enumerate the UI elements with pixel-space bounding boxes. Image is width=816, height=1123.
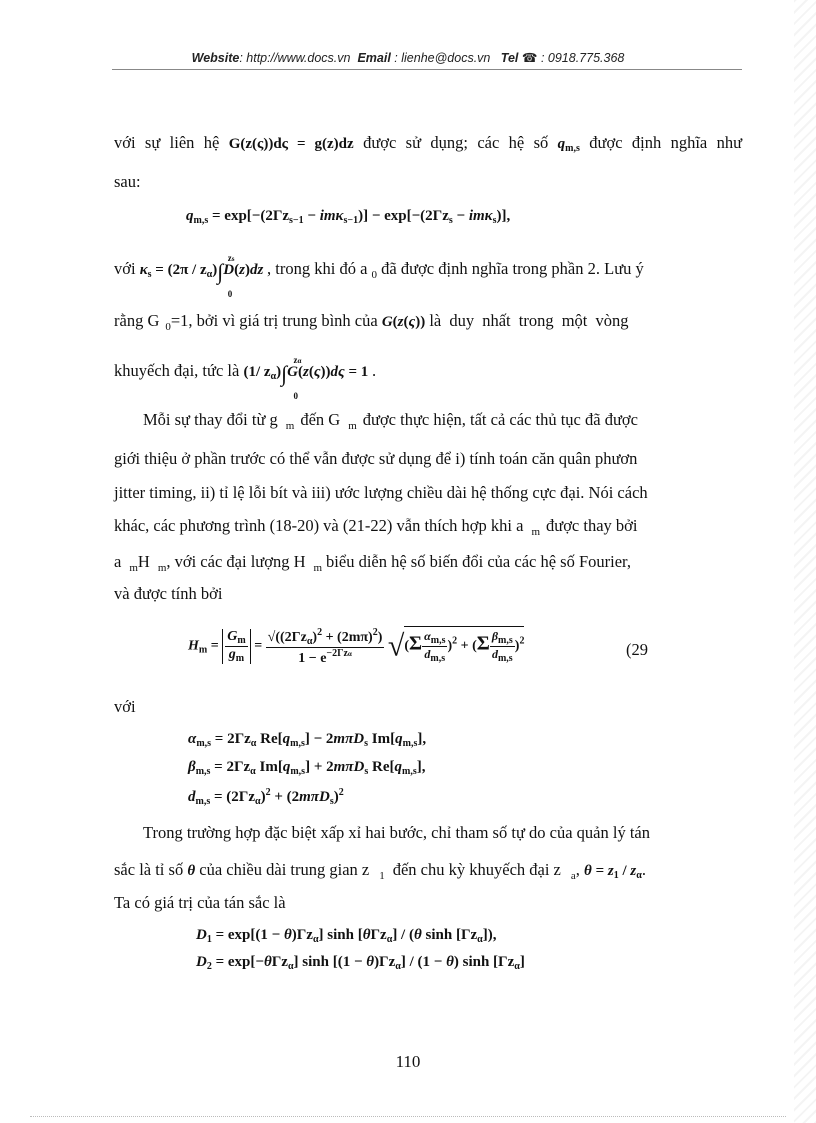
equation-d: $d_{m,s} = (2\Gamma z_\alpha)^2 + (2m\pi D_s)^2$ xyxy=(188,787,344,807)
email-value: : lienhe@docs.vn xyxy=(394,51,491,65)
page-header xyxy=(0,50,816,65)
page-number: 110 xyxy=(395,1052,421,1071)
text-line: và được tính bởi xyxy=(114,584,223,603)
text-line: với sự liên hệ G(z(ς))dς = g(z)dz được sử dụng; các hệ số $q_{m,s}$ được định nghĩa như xyxy=(114,133,743,154)
header-divider xyxy=(112,69,742,70)
text-line: sắc là tỉ số θ của chiều dài trung gian z $_1$ đến chu kỳ khuyếch đại z $_a$, $\theta = z_1 / z_\alpha$. xyxy=(114,860,646,882)
text-line: rằng G $_0$=1, bởi vì giá trị trung bình của G(z(ς)) là duy nhất trong một vòng xyxy=(114,311,629,333)
tel-label: Tel xyxy=(500,51,519,65)
tel-value: : 0918.775.368 xyxy=(540,51,625,65)
equation-d1: $D_1 = \exp[(1 - \theta)\Gamma z_\alpha]$ sinh [θΓz$_\alpha$] / (θ $\sinh [\Gamma z_\alpha]$), xyxy=(196,927,497,945)
equation-beta: $\beta_{m,s} = 2\Gamma z_\alpha$ $Im[q_{m,s}] + 2m\pi D_s$ $Re[q_{m,s}]$, xyxy=(188,759,426,777)
inline-equation-mean: (1/ $z_\alpha)\int$ zα 0 G(z(ς))dς = 1 xyxy=(243,355,373,401)
website-value: : http://www.docs.vn xyxy=(239,51,351,65)
text-line: với xyxy=(114,697,136,716)
text-line: Trong trường hợp đặc biệt xấp xỉ hai bước, chỉ tham số tự do của quản lý tán xyxy=(143,823,650,842)
equation-alpha: $\alpha_{m,s} = 2\Gamma z_\alpha$ $Re[q_{m,s}] - 2m\pi D_s$ $Im[q_{m,s}]$, xyxy=(188,731,427,749)
inline-equation: G(z(ς)) xyxy=(381,314,426,330)
text-line: khuyếch đại, tức là (1/ $z_\alpha)\int$ zα 0 G(z(ς))dς = 1 . xyxy=(114,355,377,401)
inline-equation-theta: $\theta = z_1 / z_\alpha$ xyxy=(584,863,642,881)
text-line: với $\kappa_s = (2\pi / z_\alpha)\int$ zs 0 D(z)dz , trong khi đó a $_0$ đã được định nghĩa trong phần 2. Lưu ý xyxy=(114,253,644,299)
inline-symbol: $q_{m,s}$ xyxy=(557,136,580,154)
inline-equation: G(z(ς))dς = g(z)dz xyxy=(228,136,354,152)
text-line: Mỗi sự thay đổi từ g $_m$ đến G $_m$ được thực hiện, tất cả các thủ tục đã được xyxy=(143,410,638,432)
text-line: sau: xyxy=(114,172,141,191)
text-line: Ta có giá trị của tán sắc là xyxy=(114,893,286,912)
page-edge-texture xyxy=(794,0,816,1123)
equation-q: $q_{m,s} = \exp[-(2\Gamma z_{s-1} - im\kappa_{s-1})] - \exp[-(2\Gamma z_s - im\kappa_s)]$, xyxy=(186,208,511,226)
phone-icon: ☎ xyxy=(521,51,538,65)
equation-number: (29 xyxy=(626,640,648,659)
footer-divider xyxy=(30,1116,786,1117)
text-line: jitter timing, ii) tỉ lệ lỗi bít và iii) ước lượng chiều dài hệ thống cực đại. Nói cách xyxy=(114,483,648,502)
text-line: a $_m$H $_m$, với các đại lượng H $_m$ biểu diễn hệ số biến đổi của các hệ số Fourier, xyxy=(114,552,631,574)
equation-d2: $D_2 = \exp[-\theta\Gamma z_\alpha]$ $\sinh [(1 - \theta)\Gamma z_\alpha] / (1 - \theta)$ $\sinh [\Gamma z_\alpha]$ xyxy=(196,954,525,972)
website-label: Website xyxy=(191,51,240,65)
email-label: Email xyxy=(357,51,391,65)
text-line: giới thiệu ở phần trước có thể vẫn được sử dụng để i) tính toán căn quân phươn xyxy=(114,449,638,468)
equation-h: $H_m$ = $\frac{G_m}{g_m}$ = $\frac{√((2\Gamma z_\alpha)^2 + (2m\pi)^2)}{1 - e^{-2\Gamma z\alpha}}$ √(Σ $\frac{\alpha_{m,s}}{d_{m,s}}$ )$^2$ + (Σ $\frac{\beta_{m,s}}{d_{m,s}}$ )$^2$ xyxy=(188,626,525,666)
text-line: khác, các phương trình (18-20) và (21-22) vẫn thích hợp khi a $_m$ được thay bởi xyxy=(114,516,638,538)
inline-equation-kappa: $\kappa_s = (2\pi / z_\alpha)\int$ zs 0 D(z)dz xyxy=(139,253,264,299)
